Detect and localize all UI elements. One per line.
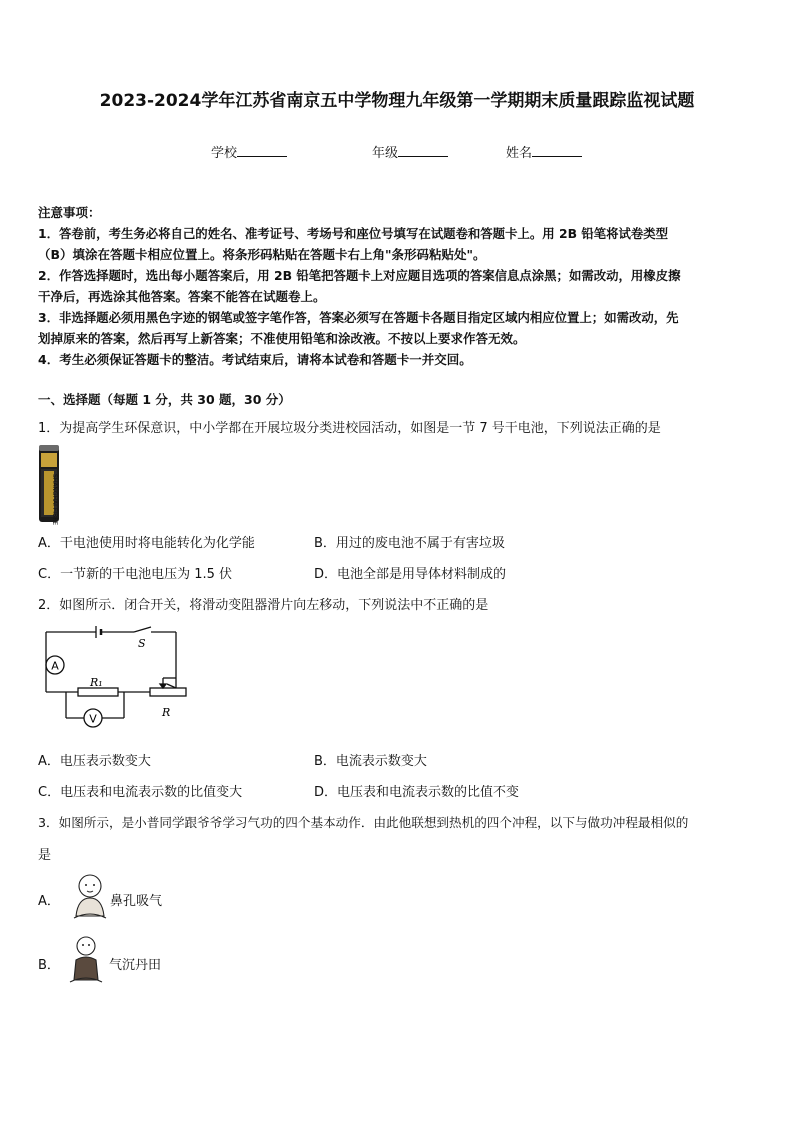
grade-field xyxy=(372,142,448,161)
r1-label: R₁ xyxy=(90,676,103,689)
q1-option-a[interactable]: A．干电池使用时将电能转化为化学能 xyxy=(38,536,255,551)
section-1-heading: 一、选择题（每题 1 分，共 30 题，30 分） xyxy=(38,392,291,407)
r-label: R xyxy=(162,706,171,719)
breathing-figure-a xyxy=(70,872,110,920)
page-title: 2023-2024学年江苏省南京五中学物理九年级第一学期期末质量跟踪监视试题 xyxy=(99,91,695,111)
notes-line-2: （B）填涂在答题卡相应位置上。将条形码粘贴在答题卡右上角"条形码粘贴处"。 xyxy=(38,247,486,262)
battery-label xyxy=(44,472,58,526)
q3-option-a-letter[interactable]: A． xyxy=(38,894,60,909)
q2-option-d[interactable]: D．电压表和电流表示数的比值不变 xyxy=(314,785,520,800)
q1-option-c[interactable]: C．一节新的干电池电压为 1.5 伏 xyxy=(38,567,233,582)
notes-line-5: 3．非选择题必须用黑色字迹的钢笔或签字笔作答，答案必须写在答题卡各题目指定区域内相应位置上；如需改动，先 xyxy=(38,310,679,325)
name-label: 姓名 xyxy=(506,146,533,161)
q3-stem-line-1: 3．如图所示，是小普同学跟爷爷学习气功的四个基本动作．由此他联想到热机的四个冲程，以下与做功冲程最相似的 xyxy=(38,815,689,830)
q2-option-c[interactable]: C．电压表和电流表示数的比值变大 xyxy=(38,785,243,800)
ammeter-label: A xyxy=(51,659,59,673)
circuit-diagram xyxy=(38,622,188,730)
grade-blank[interactable] xyxy=(398,144,448,157)
school-label: 学校 xyxy=(211,146,238,161)
voltmeter-label: V xyxy=(89,712,97,726)
school-field xyxy=(211,142,287,161)
notes-line-7: 4．考生必须保证答题卡的整洁。考试结束后，请将本试卷和答题卡一并交回。 xyxy=(38,352,472,367)
q3-option-a-text: 鼻孔吸气 xyxy=(110,894,163,909)
notes-line-1: 1．答卷前，考生务必将自己的姓名、准考证号、考场号和座位号填写在试题卷和答题卡上。用 2B 铅笔将试卷类型 xyxy=(38,226,669,241)
q2-option-b[interactable]: B．电流表示数变大 xyxy=(314,754,427,769)
q3-stem-line-2: 是 xyxy=(38,848,52,863)
q1-option-d[interactable]: D．电池全部是用导体材料制成的 xyxy=(314,567,507,582)
school-blank[interactable] xyxy=(237,144,287,157)
q2-option-a[interactable]: A．电压表示数变大 xyxy=(38,754,151,769)
q2-stem: 2．如图所示．闭合开关，将滑动变阻器滑片向左移动，下列说法中不正确的是 xyxy=(38,598,489,613)
name-blank[interactable] xyxy=(532,144,582,157)
switch-label: S xyxy=(138,637,146,650)
breathing-figure-b xyxy=(66,934,106,984)
notes-line-6: 划掉原来的答案，然后再写上新答案；不准使用铅笔和涂改液。不按以上要求作答无效。 xyxy=(38,331,526,346)
q3-option-b-text: 气沉丹田 xyxy=(109,958,162,973)
notes-line-4: 干净后，再选涂其他答案。答案不能答在试题卷上。 xyxy=(38,289,326,304)
grade-label: 年级 xyxy=(372,146,399,161)
battery-label-text: SHANGHAI FIBRE xyxy=(51,474,58,526)
q3-option-b-letter[interactable]: B． xyxy=(38,958,60,973)
notes-line-3: 2．作答选择题时，选出每小题答案后，用 2B 铅笔把答题卡上对应题目选项的答案信息点涂黑；如需改动，用橡皮擦 xyxy=(38,268,681,283)
q1-stem: 1．为提高学生环保意识，中小学都在开展垃圾分类进校园活动，如图是一节 7 号干电池，下列说法正确的是 xyxy=(38,421,661,436)
q1-option-b[interactable]: B．用过的废电池不属于有害垃圾 xyxy=(314,536,505,551)
name-field xyxy=(506,142,582,161)
notes-heading: 注意事项： xyxy=(38,205,101,220)
